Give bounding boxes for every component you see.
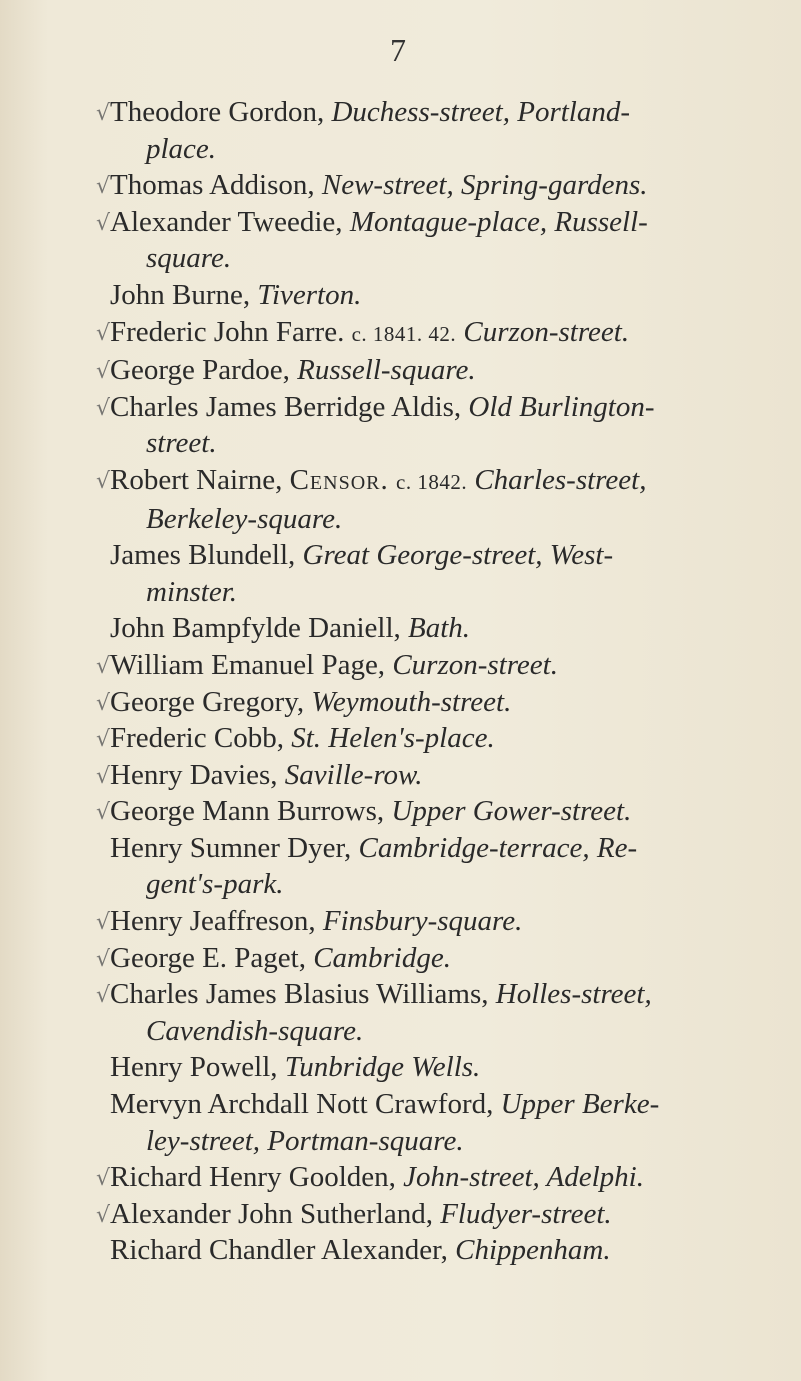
fellow-name: Henry Jeaffreson, (110, 905, 316, 938)
page-number: 7 (390, 32, 406, 68)
address: Charles-street, (474, 463, 647, 496)
handwritten-check-mark: √ (95, 727, 110, 753)
fellow-name: Thomas Addison, (110, 169, 315, 202)
address: Duchess-street, Portland- (331, 96, 631, 128)
address: Russell-square. (297, 354, 476, 387)
address: Curzon-street. (392, 648, 558, 681)
handwritten-check-mark: √ (95, 653, 110, 679)
list-item (0, 1196, 801, 1233)
list-item (0, 277, 801, 314)
address-continuation: Berkeley-square. (146, 502, 343, 535)
fellow-name: Charles James Blasius Williams, (110, 978, 489, 1011)
address-continuation: place. (146, 132, 217, 165)
address: John-street, Adelphi. (403, 1161, 644, 1194)
list-item (0, 94, 801, 167)
list-item (0, 1232, 801, 1269)
handwritten-check-mark: √ (95, 1202, 110, 1228)
handwritten-check-mark: √ (95, 763, 110, 789)
fellow-name: George Pardoe, (110, 354, 290, 387)
address: Old Burlington- (468, 390, 655, 423)
address: Cambridge-terrace, Re- (358, 831, 638, 864)
fellow-name: Henry Davies, (110, 758, 278, 791)
fellow-name: Theodore Gordon, (110, 96, 325, 128)
address-continuation: street. (146, 427, 217, 460)
list-item (0, 684, 801, 721)
year-note: c. 1842. (396, 469, 468, 494)
handwritten-check-mark: √ (95, 910, 110, 936)
fellow-name: Frederic John Farre. (110, 315, 345, 348)
fellow-name: George E. Paget, (110, 941, 306, 974)
handwritten-check-mark: √ (95, 101, 110, 126)
address: Weymouth-street. (311, 685, 512, 718)
address: St. Helen's-place. (291, 722, 495, 755)
fellow-name: John Burne, (110, 278, 251, 311)
fellow-name: William Emanuel Page, (110, 648, 386, 681)
address: Bath. (408, 612, 471, 645)
address-continuation: minster. (146, 575, 238, 608)
fellow-name: George Mann Burrows, (110, 795, 385, 828)
list-item (0, 940, 801, 977)
list-item (0, 830, 801, 903)
list-item (0, 462, 801, 537)
fellow-name: James Blundell, (110, 539, 296, 572)
handwritten-check-mark: √ (95, 395, 110, 421)
fellow-name: Henry Sumner Dyer, (110, 831, 352, 864)
fellow-name: Mervyn Archdall Nott Crawford, (110, 1088, 494, 1121)
address-continuation: square. (146, 242, 232, 275)
handwritten-check-mark: √ (95, 1166, 110, 1192)
handwritten-check-mark: √ (95, 800, 110, 826)
list-item (0, 757, 801, 794)
list-item (0, 610, 801, 647)
address: Tunbridge Wells. (284, 1051, 481, 1084)
handwritten-check-mark: √ (95, 359, 110, 385)
address-continuation: gent's-park. (146, 868, 284, 901)
handwritten-check-mark: √ (95, 983, 110, 1009)
handwritten-check-mark: √ (95, 320, 110, 346)
fellow-name: Alexander Tweedie, (110, 205, 343, 238)
list-item (0, 204, 801, 277)
handwritten-check-mark: √ (95, 174, 110, 200)
address: Upper Gower-street. (391, 795, 632, 828)
list-item (0, 903, 801, 940)
handwritten-check-mark: √ (95, 690, 110, 716)
address: Great George-street, West- (302, 539, 614, 572)
list-item (0, 167, 801, 204)
list-item (0, 793, 801, 830)
fellow-name: Alexander John Sutherland, (110, 1197, 433, 1230)
list-item (0, 314, 801, 353)
list-item (0, 537, 801, 610)
address: New-street, Spring-gardens. (321, 169, 648, 202)
list-item (0, 389, 801, 462)
fellow-name: Henry Powell, (110, 1051, 278, 1084)
address: Fludyer-street. (440, 1197, 612, 1230)
address: Curzon-street. (463, 315, 630, 348)
list-item (0, 352, 801, 389)
address-continuation: Cavendish-square. (146, 1014, 364, 1047)
list-item (0, 1049, 801, 1086)
fellow-name: John Bampfylde Daniell, (110, 612, 401, 645)
address: Upper Berke- (500, 1088, 660, 1121)
handwritten-check-mark: √ (95, 468, 110, 494)
address: Holles-street, (495, 978, 652, 1011)
office-title: Censor. (289, 463, 389, 496)
address: Tiverton. (257, 278, 362, 311)
address: Chippenham. (455, 1234, 611, 1267)
list-item (0, 1086, 801, 1159)
handwritten-check-mark: √ (95, 210, 110, 236)
address: Cambridge. (313, 941, 451, 974)
fellow-name: Frederic Cobb, (110, 722, 284, 755)
fellow-name: Charles James Berridge Aldis, (110, 390, 462, 423)
address: Montague-place, Russell- (349, 205, 648, 238)
list-item (0, 976, 801, 1049)
fellows-list (0, 94, 801, 1269)
list-item (0, 720, 801, 757)
address: Finsbury-square. (322, 905, 523, 938)
handwritten-check-mark: √ (95, 946, 110, 972)
fellow-name: Richard Chandler Alexander, (110, 1234, 448, 1267)
address-continuation: ley-street, Portman-square. (146, 1124, 464, 1157)
fellow-name: Robert Nairne, (110, 463, 283, 496)
list-item (0, 647, 801, 684)
fellow-name: George Gregory, (110, 685, 305, 718)
address: Saville-row. (284, 758, 423, 791)
list-item (0, 1159, 801, 1196)
year-note: c. 1841. 42. (351, 321, 457, 346)
fellow-name: Richard Henry Goolden, (110, 1161, 396, 1194)
